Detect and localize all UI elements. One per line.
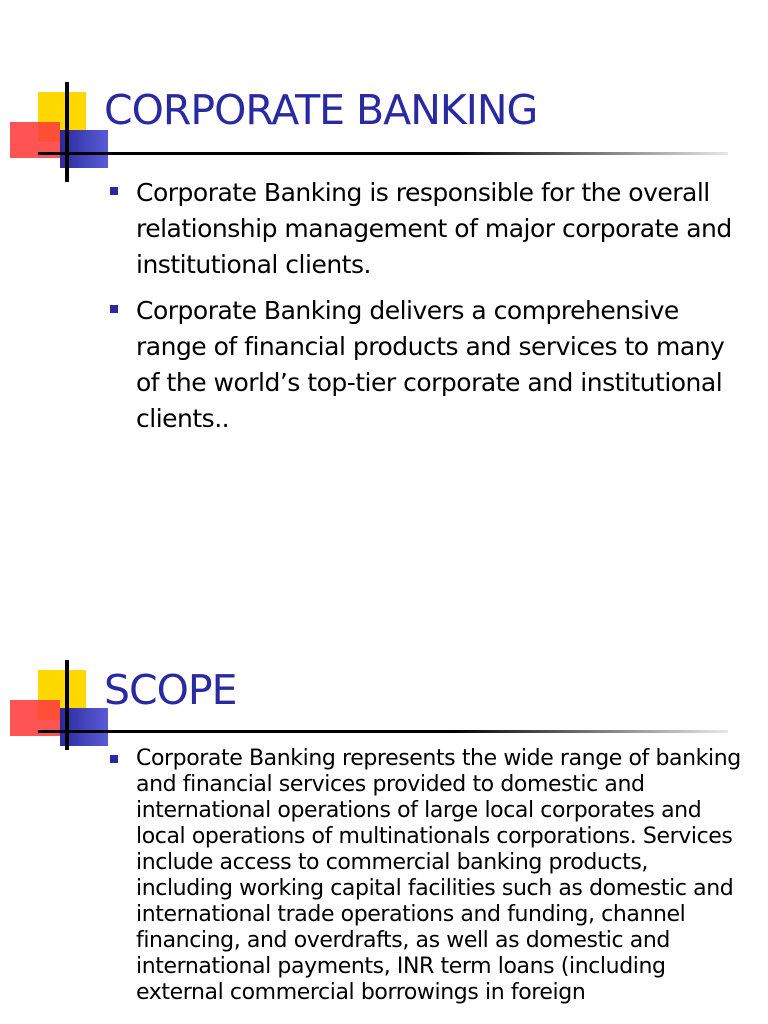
- bullet-item: [136, 175, 746, 283]
- logo-vertical-line: [65, 82, 69, 182]
- bullet-list: [136, 175, 746, 447]
- bullet-text: Corporate Banking delivers a comprehensive range of financial products and services to many of the world’s top-tier corporate and institutional clients..: [136, 296, 725, 433]
- bullet-text: Corporate Banking represents the wide range of banking and financial services provided to domestic and international operations of large local corporates and local operations of multinationals corporations. Services include access to commercial banking products, including working capital facilities such as domestic and international trade operations and funding, channel financing, and overdrafts, as well as domestic and international payments, INR term loans (including external commercial borrowings in foreign: [136, 746, 741, 1005]
- slide-title: SCOPE: [104, 666, 237, 714]
- slide-logo-icon: [0, 82, 110, 182]
- slide-title: CORPORATE BANKING: [104, 86, 538, 134]
- title-divider: [38, 730, 728, 733]
- bullet-list: [136, 746, 746, 1006]
- square-bullet-icon: [110, 305, 118, 313]
- slide-logo-icon: [0, 660, 110, 760]
- bullet-item: [136, 293, 746, 437]
- title-divider: [38, 152, 728, 155]
- logo-vertical-line: [65, 660, 69, 750]
- bullet-item: [136, 746, 746, 1006]
- bullet-text: Corporate Banking is responsible for the overall relationship management of major corporate and institutional clients.: [136, 178, 732, 279]
- square-bullet-icon: [110, 187, 118, 195]
- slide-scope: [0, 580, 768, 1024]
- square-bullet-icon: [110, 755, 118, 763]
